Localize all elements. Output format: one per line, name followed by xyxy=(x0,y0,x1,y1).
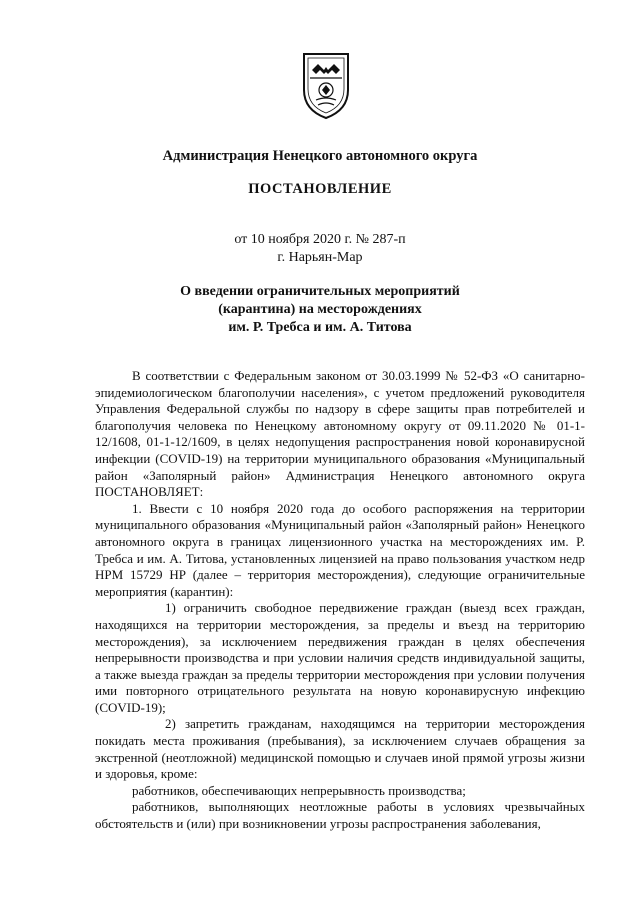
paragraph-exception-1: работников, обеспечивающих непрерывность производства; xyxy=(132,782,466,798)
organization-name: Администрация Ненецкого автономного округа xyxy=(162,148,478,164)
paragraph-subitem-2: 2) запретить гражданам, находящимся на территории месторождения покидать места проживания (пребывания), за исключением случаев обращения за экстренной (неотложной) медицинской помощью и случаев иной прямой угрозы жизни и здоровья, кроме: xyxy=(95,716,585,782)
city: г. Нарьян-Мар xyxy=(277,250,363,265)
paragraph-subitem-1: 1) ограничить свободное передвижение граждан (выезд всех граждан, находящихся на территории месторождения, за пределы и въезд на территорию месторождения), за исключением передвижения граждан в целях обеспечения непрерывности производства и при условии наличия средств индивидуальной защиты, а также выезда граждан за пределы территории месторождения при условии получения ими повторного отрицательного результата на новую коронавирусную инфекцию (COVID-19); xyxy=(95,600,585,715)
paragraph-exception-2: работников, выполняющих неотложные работы в условиях чрезвычайных обстоятельств и (или) при возникновении угрозы распространения заболевания, xyxy=(95,799,585,832)
title-line-1: О введении ограничительных мероприятий xyxy=(180,284,460,299)
title-line-2: (карантина) на месторождениях xyxy=(218,302,422,317)
document-type: ПОСТАНОВЛЕНИЕ xyxy=(248,181,392,197)
paragraph-item-1: 1. Ввести с 10 ноября 2020 года до особого распоряжения на территории муниципального образования «Муниципальный район «Заполярный район» Ненецкого автономного округа в границах лицензионного участка на месторождениях им. Р. Требса и им. А. Титова, установленных лицензией на право пользования участком недр НРМ 15729 НР (далее – территория месторождения), следующие ограничительные мероприятия (карантин): xyxy=(95,500,585,599)
title-line-3: им. Р. Требса и им. А. Титова xyxy=(228,320,412,335)
coat-of-arms-emblem xyxy=(298,50,354,120)
document-body xyxy=(95,368,585,833)
paragraph-preamble: В соответствии с Федеральным законом от 30.03.1999 № 52-ФЗ «О санитарно-эпидемиологическом благополучии населения», с учетом предложений руководителя Управления Федеральной службы по надзору в сфере защиты прав потребителей и благополучия человека по Ненецкому автономному округу от 09.11.2020 № 01-1-12/1608, 01-1-12/1609, в целях недопущения распространения новой коронавирусной инфекции (COVID-19) на территории муниципального образования «Муниципальный район «Заполярный район» Администрация Ненецкого автономного округа ПОСТАНОВЛЯЕТ: xyxy=(95,368,585,500)
date-number: от 10 ноября 2020 г. № 287-п xyxy=(234,232,406,247)
document-title xyxy=(0,283,640,337)
